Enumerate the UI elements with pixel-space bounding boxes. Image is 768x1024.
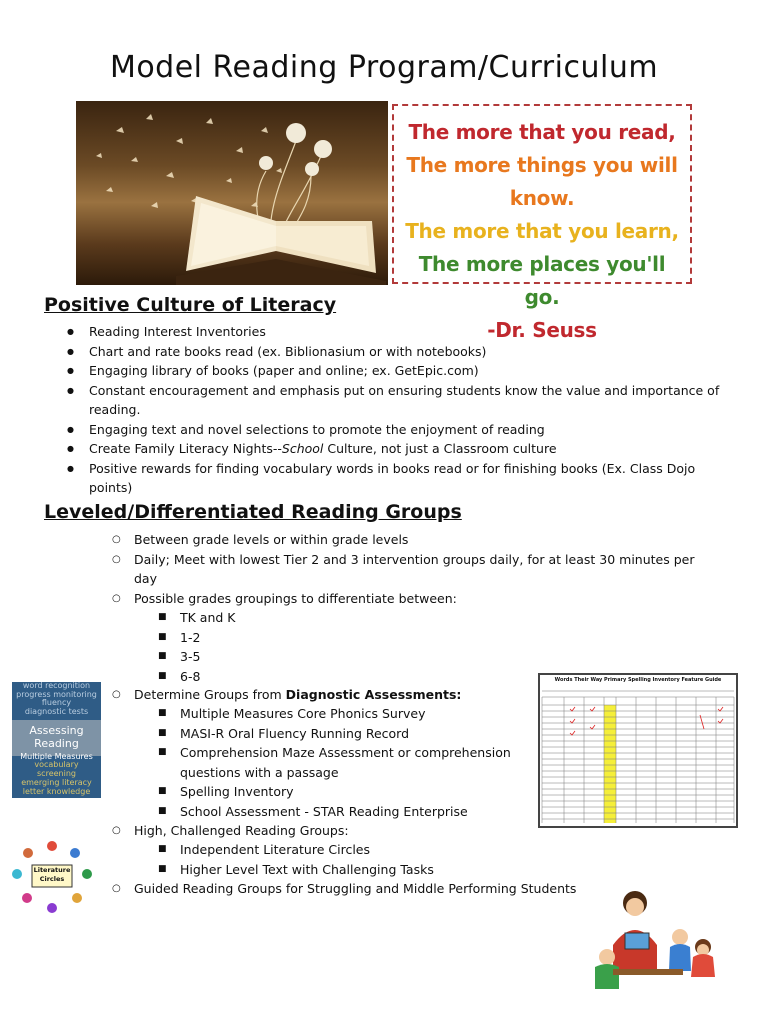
cover-title: [12, 724, 101, 763]
lit-circles-label: Circles: [39, 875, 65, 883]
list-item: ● Engaging text and novel selections to promote the enjoyment of reading: [67, 420, 727, 440]
cover-word: screening: [37, 769, 76, 778]
quote-line: The more places you'll go.: [418, 252, 666, 309]
quote-line: The more that you read,: [408, 120, 676, 144]
dr-seuss-quote: [392, 104, 692, 342]
section-heading-reading-groups: Leveled/Differentiated Reading Groups: [44, 501, 462, 523]
teacher-reading-clipart: [585, 885, 720, 1000]
open-book-photo: [76, 101, 388, 285]
quote-line: The more things you will know.: [406, 153, 678, 210]
assessments-list: [158, 704, 518, 821]
page-title: Model Reading Program/Curriculum: [109, 50, 659, 85]
list-item: ■ MASI-R Oral Fluency Running Record: [158, 724, 518, 744]
cover-word: fluency: [41, 698, 72, 707]
list-item: ● Constant encouragement and emphasis put on ensuring students know the value and importance of reading.: [67, 381, 727, 420]
list-item: [112, 685, 532, 705]
table-image-title: Words Their Way Primary Spelling Inventory Feature Guide: [554, 677, 722, 683]
determine-groups-list: [112, 685, 532, 705]
guided-groups-list: [112, 879, 592, 899]
list-item-emphasis: School: [281, 441, 324, 456]
list-item: ■ Comprehension Maze Assessment or comprehension questions with a passage: [158, 743, 518, 782]
lit-circles-label: Literature: [33, 866, 71, 874]
list-item: ■ 1-2: [158, 628, 458, 648]
cover-word: letter knowledge: [22, 787, 91, 796]
literature-circles-image: [3, 838, 101, 918]
quote-line: The more that you learn,: [405, 219, 679, 243]
list-item-text: Culture, not just a Classroom culture: [323, 441, 557, 456]
list-item: ■ Spelling Inventory: [158, 782, 518, 802]
list-item: ● Reading Interest Inventories: [67, 322, 727, 342]
spelling-inventory-table-image: [538, 673, 738, 828]
list-item: ○ High, Challenged Reading Groups:: [112, 821, 532, 841]
list-item: ● Chart and rate books read (ex. Biblionasium or with notebooks): [67, 342, 727, 362]
list-item: ● Positive rewards for finding vocabulary words in books read or for finishing books (Ex. Class Dojo points): [67, 459, 727, 498]
grade-groupings-list: [158, 608, 458, 686]
cover-word: progress monitoring: [16, 689, 97, 699]
list-item-bold: Diagnostic Assessments:: [285, 687, 462, 702]
list-item: ■ Multiple Measures Core Phonics Survey: [158, 704, 518, 724]
high-groups-sublist: [158, 840, 518, 879]
list-item: ■ School Assessment - STAR Reading Enterprise: [158, 802, 518, 822]
cover-word: diagnostic tests: [24, 706, 89, 716]
list-item: [67, 439, 727, 459]
quote-author: -Dr. Seuss: [487, 318, 597, 342]
cover-word: emerging literacy: [21, 778, 92, 787]
section-heading-literacy: Positive Culture of Literacy: [44, 294, 337, 316]
cover-title-line: Assessing Reading: [29, 724, 84, 750]
cover-title-line: Multiple Measures: [20, 752, 93, 761]
reading-groups-list: [112, 530, 712, 608]
cover-word: vocabulary: [34, 760, 79, 769]
list-item: ■ Higher Level Text with Challenging Tasks: [158, 860, 518, 880]
cover-word: word recognition: [22, 682, 91, 690]
list-item: ■ 3-5: [158, 647, 458, 667]
list-item: ■ 6-8: [158, 667, 458, 687]
list-item: ○ Guided Reading Groups for Struggling and Middle Performing Students: [112, 879, 592, 899]
list-item: ○ Between grade levels or within grade levels: [112, 530, 712, 550]
list-item: ■ TK and K: [158, 608, 458, 628]
list-item: ● Engaging library of books (paper and online; ex. GetEpic.com): [67, 361, 727, 381]
list-item-text: Determine Groups from: [134, 687, 286, 702]
list-item-text: Create Family Literacy Nights--: [89, 441, 282, 456]
list-item: ○ Possible grades groupings to differentiate between:: [112, 589, 712, 609]
high-groups-list: [112, 821, 532, 841]
assessing-reading-book-cover: [12, 682, 101, 798]
list-item: ■ Independent Literature Circles: [158, 840, 518, 860]
list-item: ○ Daily; Meet with lowest Tier 2 and 3 intervention groups daily, for at least 30 minutes per day: [112, 550, 712, 589]
literacy-list: [67, 322, 727, 498]
